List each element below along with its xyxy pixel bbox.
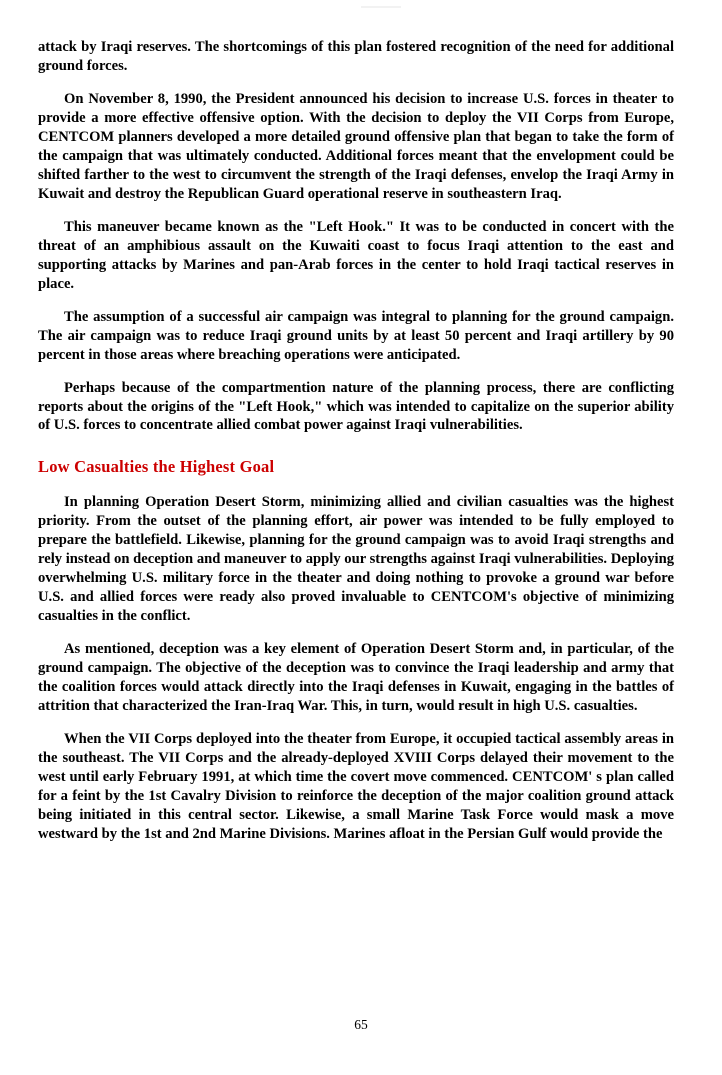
paragraph: When the VII Corps deployed into the theater from Europe, it occupied tactical assembly areas in the southeast. The VII Corps and the already-deployed XVIII Corps delayed their movement to the west until early February 1991, at which time the covert move commenced. CENTCOM' s plan called for a feint by the 1st Cavalry Division to reinforce the deception of the major coalition ground attack being initiated in this central sector. Likewise, a small Marine Task Force would mask a move westward by the 1st and 2nd Marine Divisions. Marines afloat in the Persian Gulf would provide the xyxy=(38,731,674,842)
paragraph: Perhaps because of the compartmention nature of the planning process, there are conflicting reports about the origins of the "Left Hook," which was intended to capitalize on the superior ability of U.S. forces to concentrate allied combat power against Iraqi vulnerabilities. xyxy=(38,379,674,434)
page-top-mark xyxy=(361,6,401,8)
section-heading: Low Casualties the Highest Goal xyxy=(38,457,275,477)
paragraph: On November 8, 1990, the President announced his decision to increase U.S. forces in theater to provide a more effective offensive option. With the decision to deploy the VII Corps from Europe, CENTCOM planners developed a more detailed ground offensive plan that began to take the form of the campaign that was ultimately conducted. Additional forces meant that the envelopment could be shifted farther to the west to circumvent the strength of the Iraqi defenses, envelop the Iraqi Army in Kuwait and destroy the Republican Guard operational reserve in southeastern Iraq. xyxy=(38,90,674,202)
paragraph: This maneuver became known as the "Left Hook." It was to be conducted in concert with the threat of an amphibious assault on the Kuwaiti coast to focus Iraqi attention to the east and supporting attacks by Marines and pan-Arab forces in the center to hold Iraqi tactical reserves in place. xyxy=(38,218,674,292)
page-number: 65 xyxy=(354,1017,368,1032)
paragraph: In planning Operation Desert Storm, minimizing allied and civilian casualties was the highest priority. From the outset of the planning effort, air power was intended to be fully employed to prepare the battlefield. Likewise, planning for the ground campaign was to avoid Iraqi strengths and rely instead on deception and maneuver to apply our strengths against Iraqi vulnerabilities. Deploying overwhelming U.S. military force in the theater and doing nothing to provoke a ground war before U.S. and allied forces were ready also proved invaluable to CENTCOM's objective of minimizing casualties in the conflict. xyxy=(38,494,674,625)
paragraph-continuation: attack by Iraqi reserves. The shortcomings of this plan fostered recognition of the need for additional ground forces. xyxy=(38,39,674,74)
paragraph: The assumption of a successful air campaign was integral to planning for the ground campaign. The air campaign was to reduce Iraqi ground units by at least 50 percent and Iraqi artillery by 90 percent in those areas where breaching operations were anticipated. xyxy=(38,308,674,363)
paragraph: As mentioned, deception was a key element of Operation Desert Storm and, in particular, of the ground campaign. The objective of the deception was to convince the Iraqi leadership and army that the coalition forces would attack directly into the Iraqi defenses in Kuwait, engaging in the battles of attrition that characterized the Iran-Iraq War. This, in turn, would result in high U.S. casualties. xyxy=(38,641,674,715)
